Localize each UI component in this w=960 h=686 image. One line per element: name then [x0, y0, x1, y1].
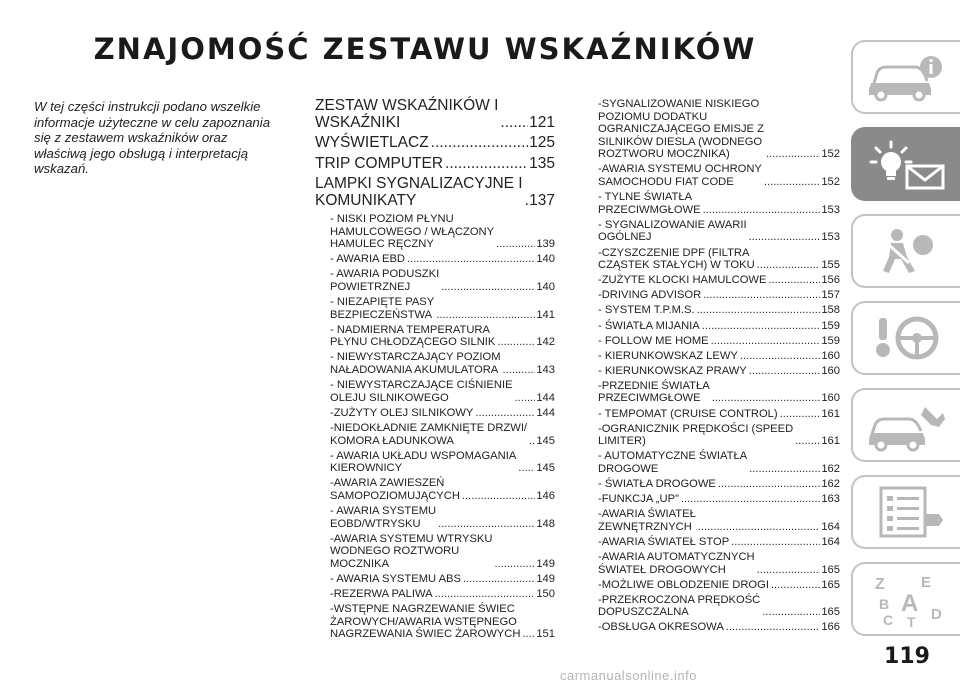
- toc-entry-page: 159: [821, 334, 840, 347]
- toc-entry-title: - ŚWIATŁA MIJANIA: [598, 319, 700, 332]
- tab-emergency[interactable]: [851, 388, 960, 462]
- dot-leader: [749, 231, 821, 244]
- toc-entry-title: - SYGNALIZOWANIE AWARII OGÓLNEJ: [598, 218, 747, 244]
- toc-entry[interactable]: [598, 335, 840, 348]
- toc-column-middle: [315, 98, 555, 643]
- toc-entry-page: 162: [821, 462, 840, 475]
- dot-leader: [702, 320, 821, 333]
- toc-entry-page: 164: [821, 535, 840, 548]
- tab-warning-lights[interactable]: [851, 127, 960, 201]
- dot-leader: [500, 115, 528, 132]
- checklist-icon: [865, 484, 949, 540]
- dot-leader: [711, 335, 821, 348]
- dot-leader: [740, 350, 820, 363]
- toc-entry[interactable]: [598, 320, 840, 333]
- dot-leader: [518, 462, 535, 475]
- toc-entry-title: -AWARIA SYSTEMU OCHRONY SAMOCHODU FIAT CODE: [598, 163, 762, 189]
- index-letter: C: [882, 612, 893, 627]
- toc-entry-title: - TEMPOMAT (CRUISE CONTROL): [598, 407, 778, 420]
- toc-entry[interactable]: [598, 163, 840, 188]
- toc-entry-page: 143: [536, 364, 555, 377]
- dot-leader: [749, 463, 820, 476]
- toc-entry[interactable]: [315, 98, 555, 131]
- toc-entry-title: - AUTOMATYCZNE ŚWIATŁA DROGOWE: [598, 450, 748, 475]
- toc-entry-page: 135: [529, 154, 555, 172]
- alphabet-index-icon: [865, 571, 949, 627]
- tab-car-info[interactable]: [851, 40, 960, 114]
- toc-entry[interactable]: [598, 551, 840, 576]
- toc-entry-page: 164: [821, 520, 840, 533]
- dot-leader: [731, 536, 820, 549]
- dot-leader: [771, 579, 820, 592]
- toc-entry[interactable]: [330, 450, 555, 475]
- dot-leader: [529, 435, 535, 448]
- toc-entry[interactable]: [598, 219, 840, 244]
- index-letter: D: [930, 606, 942, 623]
- toc-entry-title: -AWARIA AUTOMATYCZNYCH ŚWIATEŁ DROGOWYCH: [598, 551, 755, 576]
- toc-column-right: [598, 98, 840, 637]
- toc-entry[interactable]: [315, 156, 555, 173]
- toc-entry[interactable]: [598, 579, 840, 592]
- dot-leader: [718, 478, 820, 491]
- toc-entry-title: LAMPKI SYGNALIZACYJNE I KOMUNIKATY: [315, 175, 523, 209]
- toc-entry-title: -REZERWA PALIWA: [330, 588, 433, 601]
- dot-leader: [726, 621, 821, 634]
- toc-entry[interactable]: [330, 407, 555, 420]
- toc-entry[interactable]: [330, 505, 555, 530]
- toc-entry[interactable]: [598, 594, 840, 619]
- toc-entry[interactable]: [598, 508, 840, 533]
- toc-entry[interactable]: [598, 478, 840, 491]
- index-letter: Z: [874, 576, 885, 593]
- toc-entry-title: -FUNKCJA „UP”: [598, 493, 679, 506]
- toc-entry[interactable]: [598, 365, 840, 378]
- toc-entry-page: 160: [821, 392, 840, 405]
- toc-entry[interactable]: [330, 351, 555, 376]
- toc-entry-title: - NIEWYSTARCZAJĄCY POZIOM NAŁADOWANIA AKUMULATORA: [330, 351, 501, 377]
- toc-entry-title: -AWARIA ŚWIATEŁ ZEWNĘTRZNYCH: [598, 508, 696, 533]
- toc-entry-title: - AWARIA PODUSZKI POWIETRZNEJ: [330, 268, 440, 293]
- dot-leader: [407, 253, 535, 266]
- toc-entry-title: - NIEZAPIĘTE PASY BEZPIECZEŃSTWA: [330, 296, 435, 321]
- dot-leader: [522, 628, 535, 641]
- dot-leader: [496, 238, 535, 251]
- toc-entry-page: 125: [529, 134, 555, 151]
- toc-entry-title: -AWARIA SYSTEMU WTRYSKU WODNEGO ROZTWORU MOCZNIKA: [330, 532, 493, 570]
- dot-leader: [757, 259, 821, 272]
- toc-entry-page: 159: [821, 319, 840, 332]
- toc-entry[interactable]: [598, 380, 840, 405]
- toc-entry-page: 152: [821, 148, 840, 161]
- dot-leader: [435, 588, 536, 601]
- page-title: ZNAJOMOŚĆ ZESTAWU WSKAŹNIKÓW: [93, 32, 757, 66]
- intro-text: W tej części instrukcji podano wszelkie informacje użyteczne w celu zapoznania się z zestawem wskaźników oraz właściwą jego obsługą i interpretacją wskazań.: [34, 99, 271, 177]
- toc-entry-title: - AWARIA SYSTEMU EOBD/WTRYSKU: [330, 504, 437, 530]
- toc-entry-title: WYŚWIETLACZ: [315, 134, 429, 151]
- dot-leader: [515, 392, 536, 405]
- toc-entry[interactable]: [330, 573, 555, 586]
- toc-entry[interactable]: [315, 176, 555, 209]
- toc-entry[interactable]: [330, 422, 555, 447]
- toc-entry-page: 121: [529, 113, 555, 131]
- toc-entry-title: -CZYSZCZENIE DPF (FILTRA CZĄSTEK STAŁYCH) W TOKU: [598, 246, 755, 272]
- dot-leader: [503, 364, 536, 377]
- toc-entry-page: 157: [821, 289, 840, 302]
- dot-leader: [497, 336, 535, 349]
- tab-starting-driving[interactable]: [851, 301, 960, 375]
- dot-leader: [441, 281, 535, 294]
- car-info-icon: [865, 49, 949, 105]
- toc-entry-page: 160: [821, 364, 840, 377]
- toc-entry[interactable]: [598, 493, 840, 506]
- toc-entry-title: - FOLLOW ME HOME: [598, 334, 709, 347]
- page-number: 119: [884, 644, 930, 669]
- dot-leader: [525, 193, 529, 210]
- dot-leader: [766, 148, 820, 161]
- steering-wheel-wrench-icon: [865, 310, 949, 366]
- dot-leader: [431, 135, 528, 152]
- dot-leader: [780, 408, 821, 421]
- toc-entry-title: -AWARIA ZAWIESZEŃ SAMOPOZIOMUJĄCYCH: [330, 477, 460, 502]
- toc-entry-title: -PRZEDNIE ŚWIATŁA PRZECIWMGŁOWE: [598, 379, 710, 405]
- toc-entry-page: 137: [529, 191, 555, 209]
- toc-entry-page: 145: [536, 462, 555, 475]
- warning-light-envelope-icon: [865, 136, 949, 192]
- dot-leader: [445, 156, 528, 173]
- toc-entry-title: - NIEWYSTARCZAJĄCE CIŚNIENIE OLEJU SILNIKOWEGO: [330, 379, 513, 404]
- toc-entry-title: - AWARIA SYSTEMU ABS: [330, 572, 461, 585]
- toc-entry[interactable]: [330, 588, 555, 601]
- toc-entry-title: - ŚWIATŁA DROGOWE: [598, 478, 716, 491]
- dot-leader: [494, 558, 535, 571]
- toc-entry-title: -MOŻLIWE OBLODZENIE DROGI: [598, 578, 769, 591]
- dot-leader: [463, 573, 535, 586]
- toc-entry-page: 158: [821, 304, 840, 317]
- index-letter: A: [900, 590, 918, 617]
- dot-leader: [681, 493, 821, 506]
- toc-entry-title: -SYGNALIZOWANIE NISKIEGO POZIOMU DODATKU OGRANICZAJĄCEGO EMISJE Z SILNIKÓW DIESLA (WODNEGO ROZTWORU MOCZNIKA): [598, 98, 764, 161]
- toc-entry-page: 152: [821, 176, 840, 189]
- toc-entry-title: - KIERUNKOWSKAZ PRAWY: [598, 364, 747, 377]
- toc-entry-page: 155: [821, 259, 840, 272]
- toc-entry[interactable]: [598, 289, 840, 302]
- dot-leader: [438, 518, 535, 531]
- dot-leader: [712, 392, 821, 405]
- dot-leader: [762, 606, 820, 619]
- toc-entry[interactable]: [330, 379, 555, 404]
- toc-entry-page: 161: [821, 435, 840, 448]
- dot-leader: [462, 490, 535, 503]
- toc-entry[interactable]: [598, 191, 840, 216]
- toc-entry-page: 148: [536, 517, 555, 530]
- toc-entry-page: 165: [821, 563, 840, 576]
- toc-entry[interactable]: [330, 213, 555, 251]
- toc-entry-title: -WSTĘPNE NAGRZEWANIE ŚWIEC ŻAROWYCH/AWARIA WSTĘPNEGO NAGRZEWANIA ŚWIEC ŻAROWYCH: [330, 603, 521, 641]
- toc-entry-title: -PRZEKROCZONA PRĘDKOŚĆ DOPUSZCZALNA: [598, 593, 761, 619]
- dot-leader: [757, 564, 821, 577]
- toc-entry-title: - NADMIERNA TEMPERATURA PŁYNU CHŁODZĄCEGO SILNIK: [330, 323, 496, 349]
- dot-leader: [703, 289, 820, 302]
- tab-safety[interactable]: [851, 214, 960, 288]
- toc-entry-title: - KIERUNKOWSKAZ LEWY: [598, 349, 738, 362]
- toc-entry[interactable]: [598, 350, 840, 363]
- dot-leader: [697, 304, 821, 317]
- dot-leader: [703, 204, 821, 217]
- toc-entry-page: 150: [536, 588, 555, 601]
- toc-entry[interactable]: [598, 304, 840, 317]
- toc-entry[interactable]: [330, 324, 555, 349]
- toc-entry-title: -DRIVING ADVISOR: [598, 289, 702, 302]
- toc-entry-page: 165: [821, 578, 840, 591]
- toc-entry-page: 140: [536, 280, 555, 293]
- toc-entry[interactable]: [315, 135, 555, 152]
- toc-entry-page: 161: [821, 407, 840, 420]
- toc-entry-page: 142: [536, 336, 555, 349]
- toc-entry-page: 139: [536, 238, 555, 251]
- dot-leader: [698, 521, 821, 534]
- toc-entry-page: 160: [821, 349, 840, 362]
- toc-entry-title: -ZUŻYTY OLEJ SILNIKOWY: [330, 406, 474, 419]
- toc-entry-page: 153: [821, 231, 840, 244]
- tab-alphabetical-index[interactable]: [851, 562, 960, 636]
- watermark-footer: carmanualsonline.info: [560, 668, 697, 683]
- toc-entry[interactable]: [330, 296, 555, 321]
- tab-maintenance[interactable]: [851, 475, 960, 549]
- car-wrench-icon: [865, 397, 949, 453]
- toc-entry[interactable]: [330, 253, 555, 266]
- toc-entry[interactable]: [598, 450, 840, 475]
- index-letter: E: [920, 574, 931, 591]
- toc-entry-title: TRIP COMPUTER: [315, 154, 444, 172]
- dot-leader: [764, 176, 820, 189]
- toc-entry-page: 149: [536, 557, 555, 570]
- toc-entry-title: -NIEDOKŁADNIE ZAMKNIĘTE DRZWI/ KOMORA ŁADUNKOWA: [330, 421, 528, 447]
- toc-entry[interactable]: [330, 268, 555, 293]
- toc-entry-page: 144: [536, 391, 555, 404]
- index-letter: T: [906, 614, 916, 627]
- toc-entry[interactable]: [598, 98, 840, 161]
- toc-entry-title: -OGRANICZNIK PRĘDKOŚCI (SPEED LIMITER): [598, 422, 794, 448]
- toc-entry-page: 153: [821, 203, 840, 216]
- toc-entry-page: 162: [821, 478, 840, 491]
- dot-leader: [475, 407, 535, 420]
- toc-entry[interactable]: [330, 477, 555, 502]
- toc-entry[interactable]: [598, 423, 840, 448]
- toc-entry-title: -ZUŻYTE KLOCKI HAMULCOWE: [598, 274, 767, 287]
- dot-leader: [749, 365, 821, 378]
- toc-entry-page: 145: [536, 434, 555, 447]
- toc-entry-page: 151: [536, 628, 555, 641]
- section-tab-sidebar: [851, 40, 960, 649]
- toc-entry-page: 149: [536, 572, 555, 585]
- toc-entry-title: - NISKI POZIOM PŁYNU HAMULCOWEGO / WŁĄCZONY HAMULEC RĘCZNY: [330, 213, 495, 251]
- toc-entry-title: -OBSŁUGA OKRESOWA: [598, 621, 724, 634]
- toc-entry[interactable]: [598, 274, 840, 287]
- toc-entry-title: - TYLNE ŚWIATŁA PRZECIWMGŁOWE: [598, 191, 701, 216]
- toc-entry-page: 163: [821, 493, 840, 506]
- toc-entry-page: 140: [536, 253, 555, 266]
- index-letter: B: [878, 596, 889, 612]
- toc-entry-page: 166: [821, 621, 840, 634]
- airbag-person-icon: [865, 223, 949, 279]
- toc-entry[interactable]: [598, 408, 840, 421]
- toc-entry-title: -AWARIA ŚWIATEŁ STOP: [598, 535, 730, 548]
- toc-entry[interactable]: [598, 247, 840, 272]
- toc-entry-title: ZESTAW WSKAŹNIKÓW I WSKAŹNIKI: [315, 97, 499, 131]
- dot-leader: [768, 274, 820, 287]
- toc-entry-page: 156: [821, 274, 840, 287]
- toc-entry[interactable]: [330, 533, 555, 571]
- toc-entry-title: - SYSTEM T.P.M.S.: [598, 304, 695, 317]
- toc-entry-title: - AWARIA UKŁADU WSPOMAGANIA KIEROWNICY: [330, 449, 517, 475]
- toc-entry[interactable]: [598, 536, 840, 549]
- toc-entry-title: - AWARIA EBD: [330, 253, 406, 266]
- toc-entry-page: 146: [536, 489, 555, 502]
- toc-entry-page: 141: [536, 308, 555, 321]
- toc-entry[interactable]: [330, 603, 555, 641]
- toc-entry-page: 165: [821, 606, 840, 619]
- toc-entry[interactable]: [598, 621, 840, 634]
- dot-leader: [795, 435, 820, 448]
- dot-leader: [436, 309, 535, 322]
- toc-entry-page: 144: [536, 406, 555, 419]
